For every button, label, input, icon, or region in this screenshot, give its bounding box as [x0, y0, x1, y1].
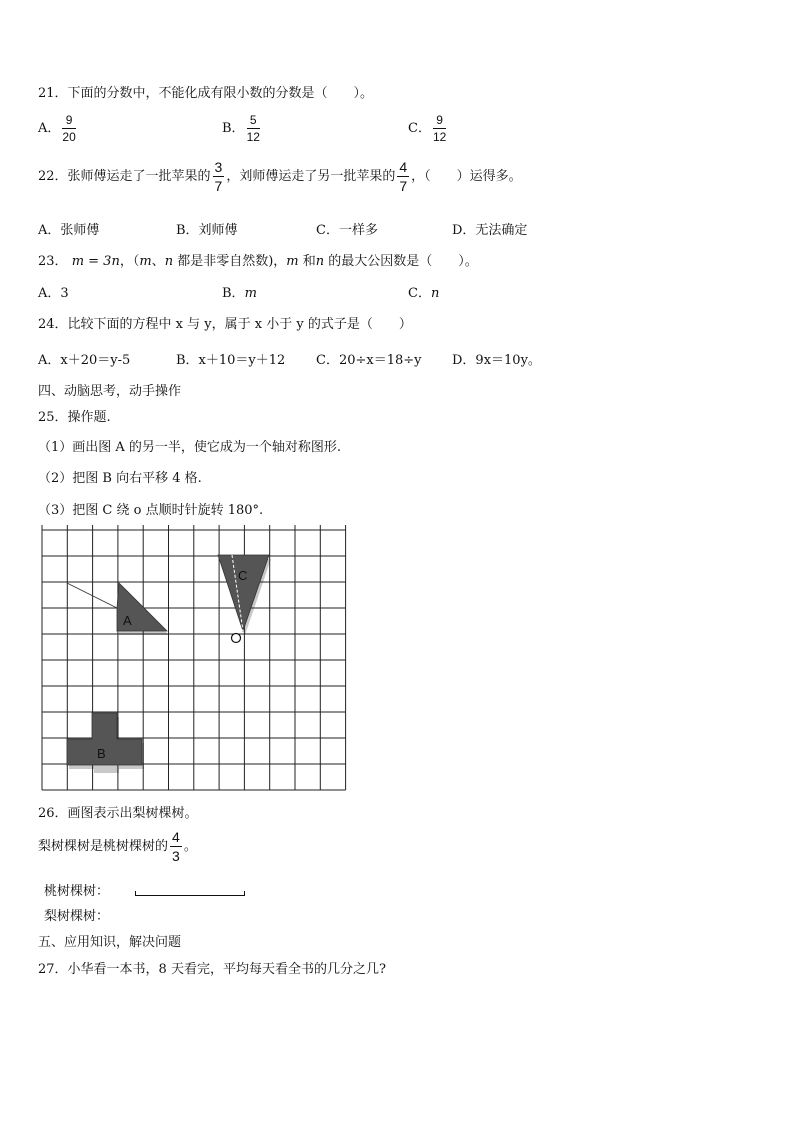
q22-option-a: A．张师傅	[38, 223, 100, 238]
q23-option-c: C．n	[408, 286, 440, 301]
fraction: $\frac{9}{20}$	[62, 113, 76, 144]
shape-a	[67, 583, 167, 631]
q21-option-c	[408, 114, 448, 143]
q21-option-b	[222, 114, 262, 143]
grid-figure	[40, 525, 356, 793]
q24-option-a: A．x＋20＝y-5	[38, 353, 131, 368]
fraction: $\frac{3}{7}$	[214, 159, 223, 194]
q24-stem: 24．比较下面的方程中 x 与 y，属于 x 小于 y 的式子是（ ）	[38, 317, 412, 332]
option-label: A．	[38, 121, 61, 136]
q26-title: 26．画图表示出梨树棵树。	[38, 806, 198, 821]
q22-option-c: C．一样多	[316, 223, 378, 238]
q26-row-pear	[44, 905, 109, 924]
q26-stem: 梨树棵树是桃树棵树的 $\frac{4}{3}$ 。	[38, 829, 197, 864]
q25-item-2: （2）把图 B 向右平移 4 格.	[38, 471, 202, 486]
section-heading-5: 五、应用知识，解决问题	[38, 935, 182, 950]
q25-title: 25．操作题.	[38, 410, 111, 425]
q21-option-a	[38, 114, 78, 143]
shape-a-label: A	[123, 613, 132, 628]
q27-stem: 27．小华看一本书，8 天看完，平均每天看全书的几分之几?	[38, 962, 386, 977]
section-heading-4: 四、动脑思考，动手操作	[38, 384, 182, 399]
q25-item-1: （1）画出图 A 的另一半，使它成为一个轴对称图形.	[38, 440, 342, 455]
q24-option-b: B．x＋10＝y＋12	[176, 353, 286, 368]
option-label: C．	[408, 121, 431, 136]
q23-option-b: B．m	[222, 286, 257, 301]
shape-b-label: B	[97, 746, 106, 761]
q22-stem: 22．张师傅运走了一批苹果的 $\frac{3}{7}$ ，刘师傅运走了另一批苹果的 $\frac{4}{7}$ ，（ ）运得多。	[38, 159, 522, 194]
fraction: $\frac{9}{12}$	[432, 113, 447, 144]
q22-option-b: B．刘师傅	[176, 223, 238, 238]
segment-line	[135, 887, 245, 896]
q23-option-a: A．3	[38, 286, 69, 301]
row-label: 桃树棵树：	[44, 884, 110, 899]
fraction: $\frac{4}{3}$	[172, 829, 180, 864]
fraction: $\frac{4}{7}$	[399, 159, 408, 194]
q25-item-3: （3）把图 C 绕 o 点顺时针旋转 180°.	[38, 503, 264, 518]
shape-c	[218, 555, 269, 631]
equation: m = 3n	[71, 254, 120, 269]
q23-stem: 23． m = 3n，（m、n 都是非零自然数)，m 和n 的最大公因数是（ ）。	[38, 254, 478, 269]
q24-option-d: D．9x＝10y。	[452, 353, 541, 368]
fraction: $\frac{5}{12}$	[246, 113, 260, 144]
option-label: B．	[222, 121, 245, 136]
q26-row-peach	[44, 880, 245, 899]
q21-stem: 21．下面的分数中，不能化成有限小数的分数是（ ）。	[38, 86, 374, 101]
row-label: 梨树棵树：	[44, 909, 110, 924]
q22-option-d: D．无法确定	[452, 223, 528, 238]
rotation-point-o	[232, 634, 241, 643]
q24-option-c: C．20÷x＝18÷y	[316, 353, 422, 368]
shape-c-label: C	[238, 568, 248, 583]
